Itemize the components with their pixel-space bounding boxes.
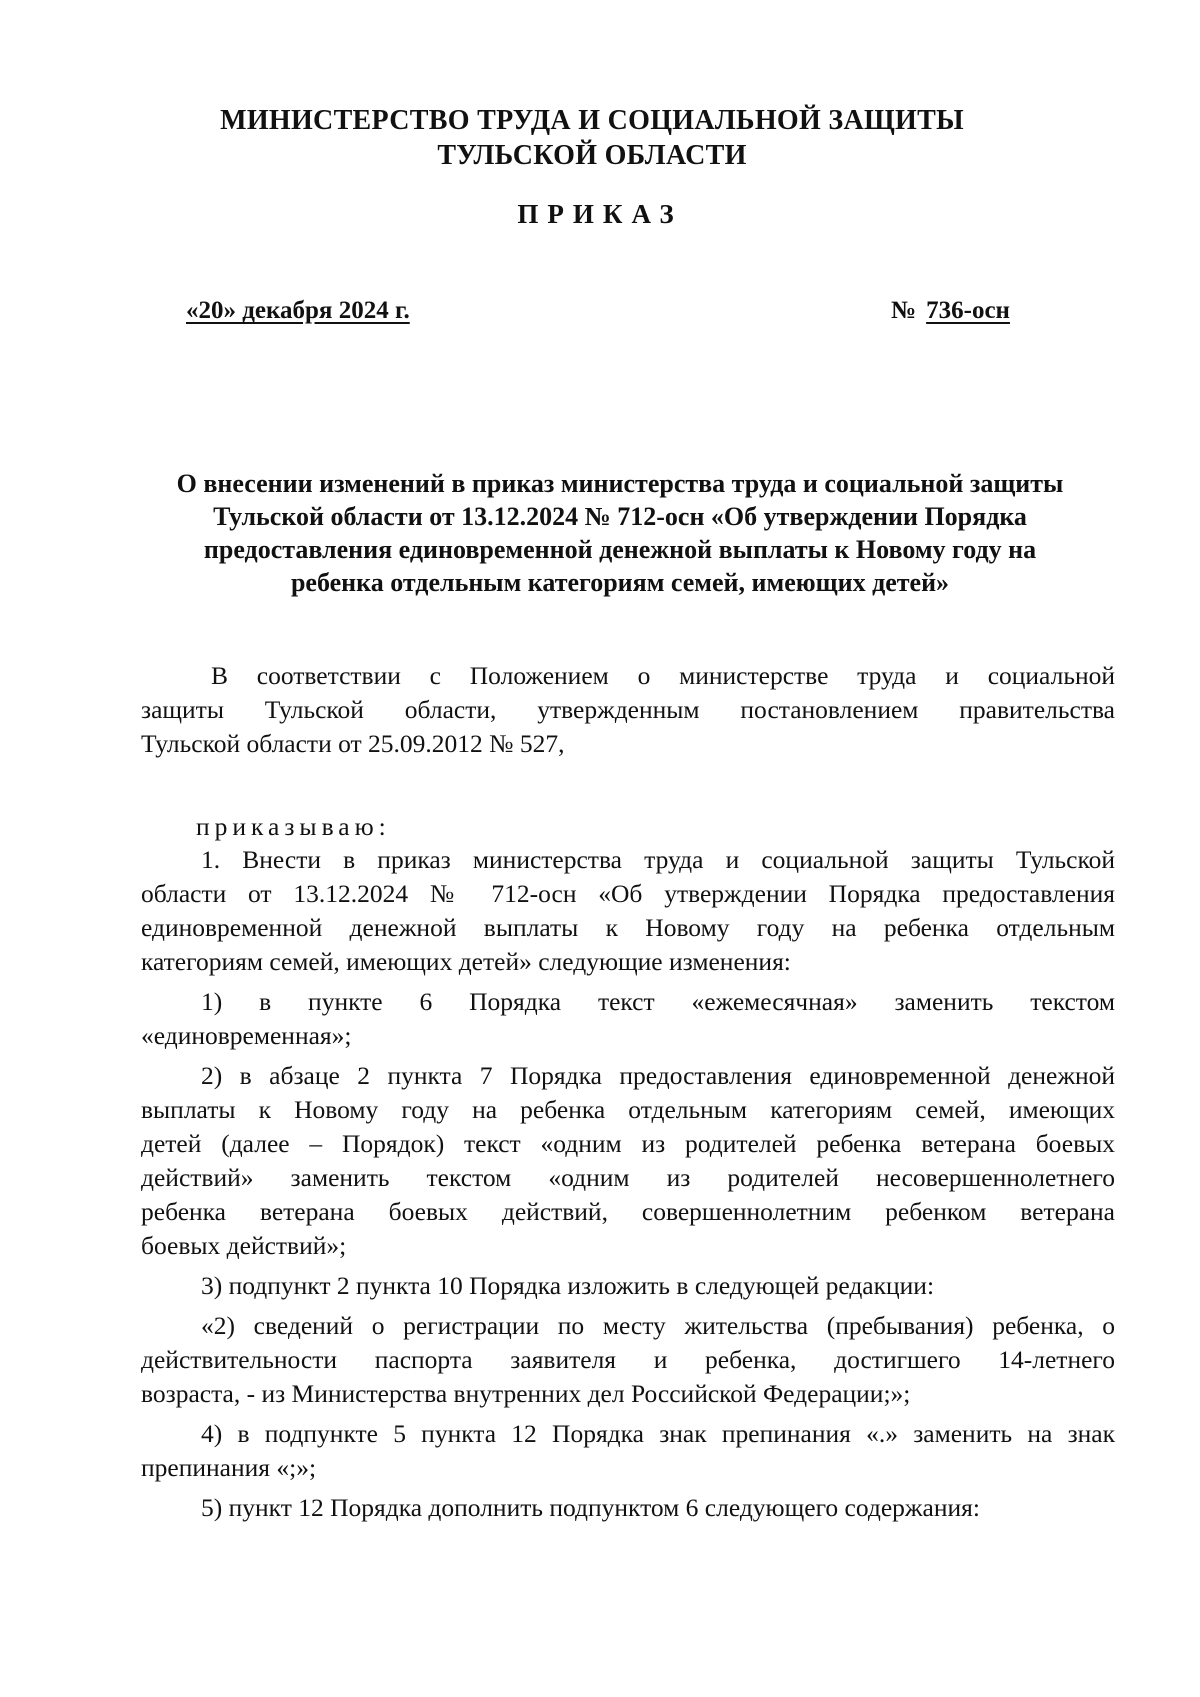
body-line: выплаты к Новому году на ребенка отдельным категориям семей, имеющих <box>141 1095 1115 1124</box>
body-line: ребенка ветерана боевых действий, совершеннолетним ребенком ветерана <box>141 1197 1115 1226</box>
subject-line: предоставления единовременной денежной выплаты к Новому году на <box>203 535 1037 564</box>
order-number <box>891 297 1010 325</box>
body-line: категориям семей, имеющих детей» следующие изменения: <box>141 947 791 976</box>
body-line: «2) сведений о регистрации по месту жительства (пребывания) ребенка, о <box>201 1311 1115 1340</box>
order-subject <box>130 467 1110 599</box>
body-line: боевых действий»; <box>141 1231 347 1260</box>
preamble-paragraph <box>141 659 1115 761</box>
body-line: области от 13.12.2024 № 712-осн «Об утверждении Порядка предоставления <box>141 879 1115 908</box>
subject-line: О внесении изменений в приказ министерства труда и социальной защиты <box>176 469 1064 498</box>
subject-line: ребенка отдельным категориям семей, имеющих детей» <box>290 568 950 597</box>
ministry-name-line2: ТУЛЬСКОЙ ОБЛАСТИ <box>437 140 747 171</box>
body-line: 4) в подпункте 5 пункта 12 Порядка знак препинания «.» заменить на знак <box>201 1419 1115 1448</box>
body-line: детей (далее – Порядок) текст «одним из родителей ребенка ветерана боевых <box>141 1129 1115 1158</box>
body-line: действительности паспорта заявителя и ребенка, достигшего 14-летнего <box>141 1345 1115 1374</box>
body-line: 3) подпункт 2 пункта 10 Порядка изложить в следующей редакции: <box>201 1271 935 1300</box>
body-line: 1. Внести в приказ министерства труда и социальной защиты Тульской <box>201 845 1115 874</box>
body-line: действий» заменить текстом «одним из родителей несовершеннолетнего <box>141 1163 1115 1192</box>
subject-line: Тульской области от 13.12.2024 № 712-осн «Об утверждении Порядка <box>213 502 1027 531</box>
order-number-label: № <box>891 297 917 324</box>
orders-word: приказываю: <box>196 812 391 841</box>
order-body <box>141 843 1115 1525</box>
ministry-name-line1: МИНИСТЕРСТВО ТРУДА И СОЦИАЛЬНОЙ ЗАЩИТЫ <box>220 105 964 136</box>
document-type-title: ПРИКАЗ <box>517 199 683 229</box>
preamble-line: Тульской области от 25.09.2012 № 527, <box>141 729 565 758</box>
preamble-line: В соответствии с Положением о министерстве труда и социальной <box>211 661 1115 690</box>
order-date: «20» декабря 2024 г. <box>186 297 410 324</box>
body-line: возраста, - из Министерства внутренних дел Российской Федерации;»; <box>141 1379 911 1408</box>
body-line: 1) в пункте 6 Порядка текст «ежемесячная» заменить текстом <box>201 987 1115 1016</box>
body-line: 2) в абзаце 2 пункта 7 Порядка предоставления единовременной денежной <box>201 1061 1115 1090</box>
body-line: единовременной денежной выплаты к Новому году на ребенка отдельным <box>141 913 1115 942</box>
preamble-line: защиты Тульской области, утвержденным постановлением правительства <box>141 695 1115 724</box>
body-line: «единовременная»; <box>141 1021 352 1050</box>
body-line: препинания «;»; <box>141 1453 317 1482</box>
body-line: 5) пункт 12 Порядка дополнить подпунктом 6 следующего содержания: <box>201 1493 980 1522</box>
order-number-value: 736-осн <box>926 297 1010 324</box>
